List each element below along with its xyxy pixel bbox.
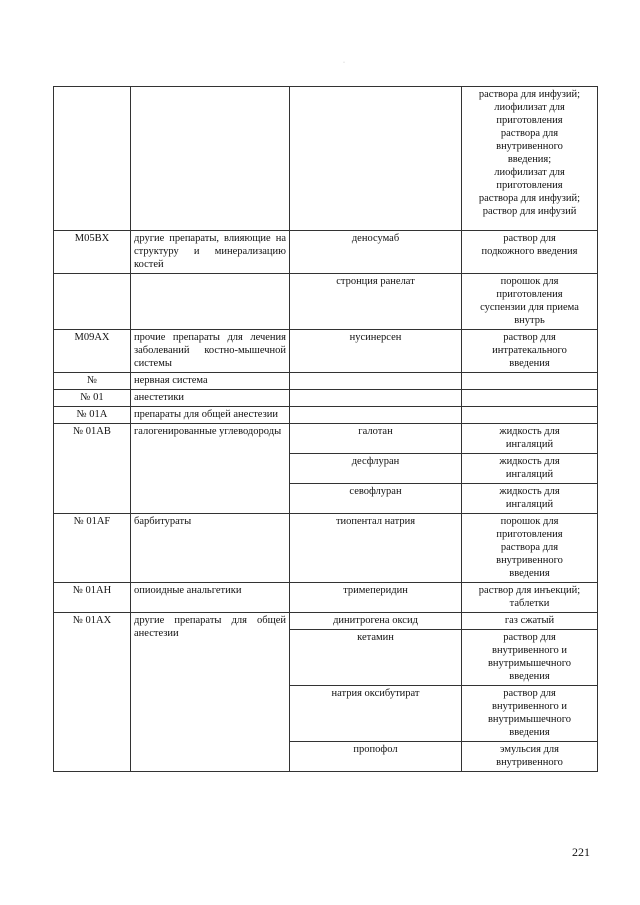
form-cell xyxy=(462,407,598,424)
group-cell: другие препараты для общей анестезии xyxy=(131,613,290,772)
form-text: эмульсия для внутривенного xyxy=(496,744,563,768)
drug-cell: нусинерсен xyxy=(290,330,462,373)
group-cell: галогенированные углеводороды xyxy=(131,424,290,514)
table-row xyxy=(54,390,598,407)
form-text: раствора для инфузий; лиофилизат для приготовления раствора для внутривенного введения; лиофилизат для приготовления раствора для инфузий; раствор для инфузий xyxy=(478,89,581,217)
table-row xyxy=(54,87,598,231)
form-cell xyxy=(462,514,598,583)
drug-cell: пропофол xyxy=(290,742,462,772)
form-cell xyxy=(462,373,598,390)
form-cell xyxy=(462,686,598,742)
drug-cell: тиопентал натрия xyxy=(290,514,462,583)
medicines-table xyxy=(53,86,598,772)
group-cell: барбитураты xyxy=(131,514,290,583)
code-cell: M09AX xyxy=(54,330,131,373)
top-mark: · xyxy=(343,60,345,66)
group-cell: нервная система xyxy=(131,373,290,390)
form-text: жидкость для ингаляций xyxy=(499,456,560,480)
code-cell: M05BX xyxy=(54,231,131,274)
code-cell: № xyxy=(54,373,131,390)
table-row xyxy=(54,373,598,390)
code-cell: № 01 xyxy=(54,390,131,407)
form-cell xyxy=(462,274,598,330)
form-text: раствор для внутривенного и внутримышечного введения xyxy=(487,688,572,738)
table-row xyxy=(54,613,598,630)
form-cell xyxy=(462,583,598,613)
form-cell xyxy=(462,630,598,686)
table-row xyxy=(54,407,598,424)
form-cell xyxy=(462,454,598,484)
code-cell xyxy=(54,87,131,231)
code-cell: № 01AF xyxy=(54,514,131,583)
drug-cell: динитрогена оксид xyxy=(290,613,462,630)
form-cell xyxy=(462,613,598,630)
form-text: раствор для инъекций; таблетки xyxy=(478,585,581,609)
group-cell: опиоидные анальгетики xyxy=(131,583,290,613)
form-text: раствор для интратекального введения xyxy=(492,332,567,369)
group-cell: анестетики xyxy=(131,390,290,407)
group-cell xyxy=(131,274,290,330)
drug-cell: галотан xyxy=(290,424,462,454)
table-row xyxy=(54,424,598,454)
group-cell xyxy=(131,87,290,231)
table-row xyxy=(54,274,598,330)
form-cell xyxy=(462,742,598,772)
drug-cell: кетамин xyxy=(290,630,462,686)
table-row xyxy=(54,330,598,373)
code-cell xyxy=(54,274,131,330)
group-cell: другие препараты, влияющие на структуру и минерализацию костей xyxy=(131,231,290,274)
group-cell: препараты для общей анестезии xyxy=(131,407,290,424)
drug-cell xyxy=(290,407,462,424)
table-row xyxy=(54,231,598,274)
form-text: жидкость для ингаляций xyxy=(499,426,560,450)
group-cell: прочие препараты для лечения заболеваний костно-мышечной системы xyxy=(131,330,290,373)
drug-cell xyxy=(290,373,462,390)
form-text: порошок для приготовления суспензии для приема внутрь xyxy=(480,276,579,326)
form-text: порошок для приготовления раствора для внутривенного введения xyxy=(496,516,563,579)
table-row xyxy=(54,514,598,583)
drug-cell xyxy=(290,390,462,407)
form-cell xyxy=(462,330,598,373)
form-cell xyxy=(462,424,598,454)
code-cell: № 01AX xyxy=(54,613,131,772)
form-cell xyxy=(462,484,598,514)
form-cell xyxy=(462,390,598,407)
table-row xyxy=(54,583,598,613)
form-text: раствор для внутривенного и внутримышечного введения xyxy=(487,632,572,682)
drug-cell xyxy=(290,87,462,231)
form-cell xyxy=(462,87,598,231)
drug-cell: десфлуран xyxy=(290,454,462,484)
code-cell: № 01A xyxy=(54,407,131,424)
page-number: 221 xyxy=(572,845,590,859)
drug-cell: тримеперидин xyxy=(290,583,462,613)
drug-cell: натрия оксибутират xyxy=(290,686,462,742)
form-cell xyxy=(462,231,598,274)
form-text: раствор для подкожного введения xyxy=(481,233,578,257)
drug-cell: стронция ранелат xyxy=(290,274,462,330)
form-text: жидкость для ингаляций xyxy=(499,486,560,510)
drug-cell: деносумаб xyxy=(290,231,462,274)
code-cell: № 01AB xyxy=(54,424,131,514)
code-cell: № 01AH xyxy=(54,583,131,613)
form-text: газ сжатый xyxy=(504,615,555,626)
drug-cell: севофлуран xyxy=(290,484,462,514)
